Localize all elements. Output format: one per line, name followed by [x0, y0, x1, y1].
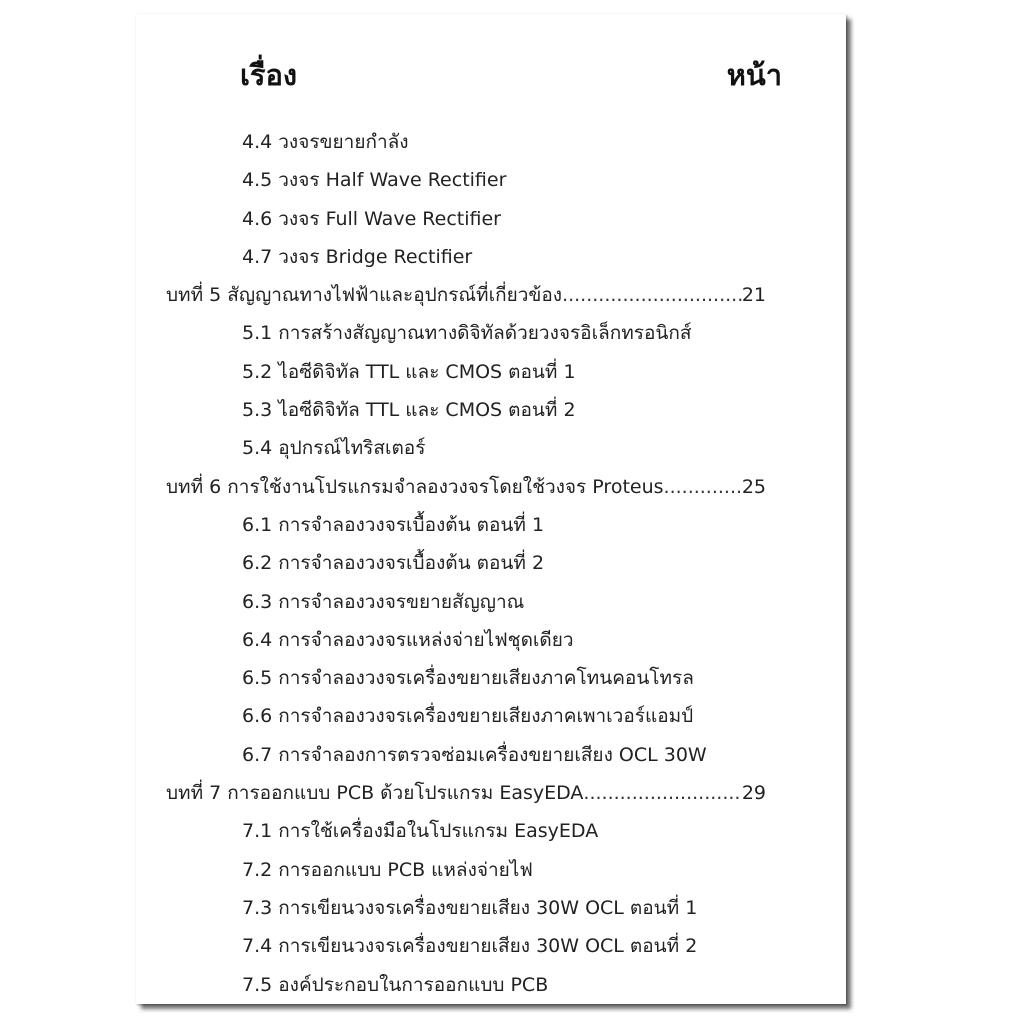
toc-section-entry: 6.5 การจำลองวงจรเครื่องขยายเสียงภาคโทนคอนโทรล	[242, 667, 694, 690]
toc-section-entry: 7.2 การออกแบบ PCB แหล่งจ่ายไฟ	[242, 858, 533, 881]
dot-leader	[664, 468, 742, 506]
toc-title: เรื่อง	[240, 58, 298, 92]
toc-section-entry: 6.4 การจำลองวงจรแหล่งจ่ายไฟชุดเดียว	[242, 628, 574, 651]
toc-chapter-entry	[136, 774, 766, 812]
toc-section-entry: 6.6 การจำลองวงจรเครื่องขยายเสียงภาคเพาเวอร์แอมป์	[242, 705, 694, 728]
chapter-title: บทที่ 7 การออกแบบ PCB ด้วยโปรแกรม EasyEDA	[166, 782, 584, 805]
toc-chapter-entry	[136, 276, 766, 314]
page-column-label: หน้า	[726, 58, 782, 92]
toc-section-entry: 7.4 การเขียนวงจรเครื่องขยายเสียง 30W OCL ตอนที่ 2	[242, 935, 698, 958]
toc-section-entry: 6.3 การจำลองวงจรขยายสัญญาณ	[242, 590, 525, 613]
toc-section-entry: 7.3 การเขียนวงจรเครื่องขยายเสียง 30W OCL ตอนที่ 1	[242, 896, 698, 919]
toc-section-entry: 4.6 วงจร Full Wave Rectifier	[242, 207, 501, 230]
toc-section-entry: 5.1 การสร้างสัญญาณทางดิจิทัลด้วยวงจรอิเล็กทรอนิกส์	[242, 322, 692, 345]
toc-section-entry: 6.2 การจำลองวงจรเบื้องต้น ตอนที่ 2	[242, 552, 545, 575]
toc-section-entry: 5.2 ไอซีดิจิทัล TTL และ CMOS ตอนที่ 1	[242, 360, 576, 383]
toc-chapter-entry	[136, 468, 766, 506]
toc-section-entry: 7.5 องค์ประกอบในการออกแบบ PCB	[242, 973, 549, 996]
table-of-contents	[136, 123, 846, 1004]
dot-leader	[583, 774, 741, 812]
chapter-page-number: 25	[741, 475, 766, 498]
toc-section-entry: 6.7 การจำลองการตรวจซ่อมเครื่องขยายเสียง OCL 30W	[242, 743, 707, 766]
toc-section-entry: 5.4 อุปกรณ์ไทริสเตอร์	[242, 437, 426, 460]
toc-section-entry: 6.1 การจำลองวงจรเบื้องต้น ตอนที่ 1	[242, 513, 545, 536]
dot-leader	[562, 276, 742, 314]
document-page	[136, 14, 846, 1004]
toc-section-entry: 4.5 วงจร Half Wave Rectifier	[242, 169, 507, 192]
toc-header	[136, 52, 846, 92]
chapter-page-number: 29	[741, 782, 766, 805]
chapter-title: บทที่ 5 สัญญาณทางไฟฟ้าและอุปกรณ์ที่เกี่ยวข้อง	[166, 284, 563, 307]
chapter-page-number: 21	[741, 284, 766, 307]
toc-section-entry: 7.1 การใช้เครื่องมือในโปรแกรม EasyEDA	[242, 820, 599, 843]
toc-section-entry: 4.7 วงจร Bridge Rectifier	[242, 245, 473, 268]
toc-section-entry: 4.4 วงจรขยายกำลัง	[242, 131, 409, 153]
chapter-title: บทที่ 6 การใช้งานโปรแกรมจำลองวงจรโดยใช้วงจร Proteus	[166, 475, 664, 498]
toc-section-entry: 5.3 ไอซีดิจิทัล TTL และ CMOS ตอนที่ 2	[242, 399, 576, 422]
